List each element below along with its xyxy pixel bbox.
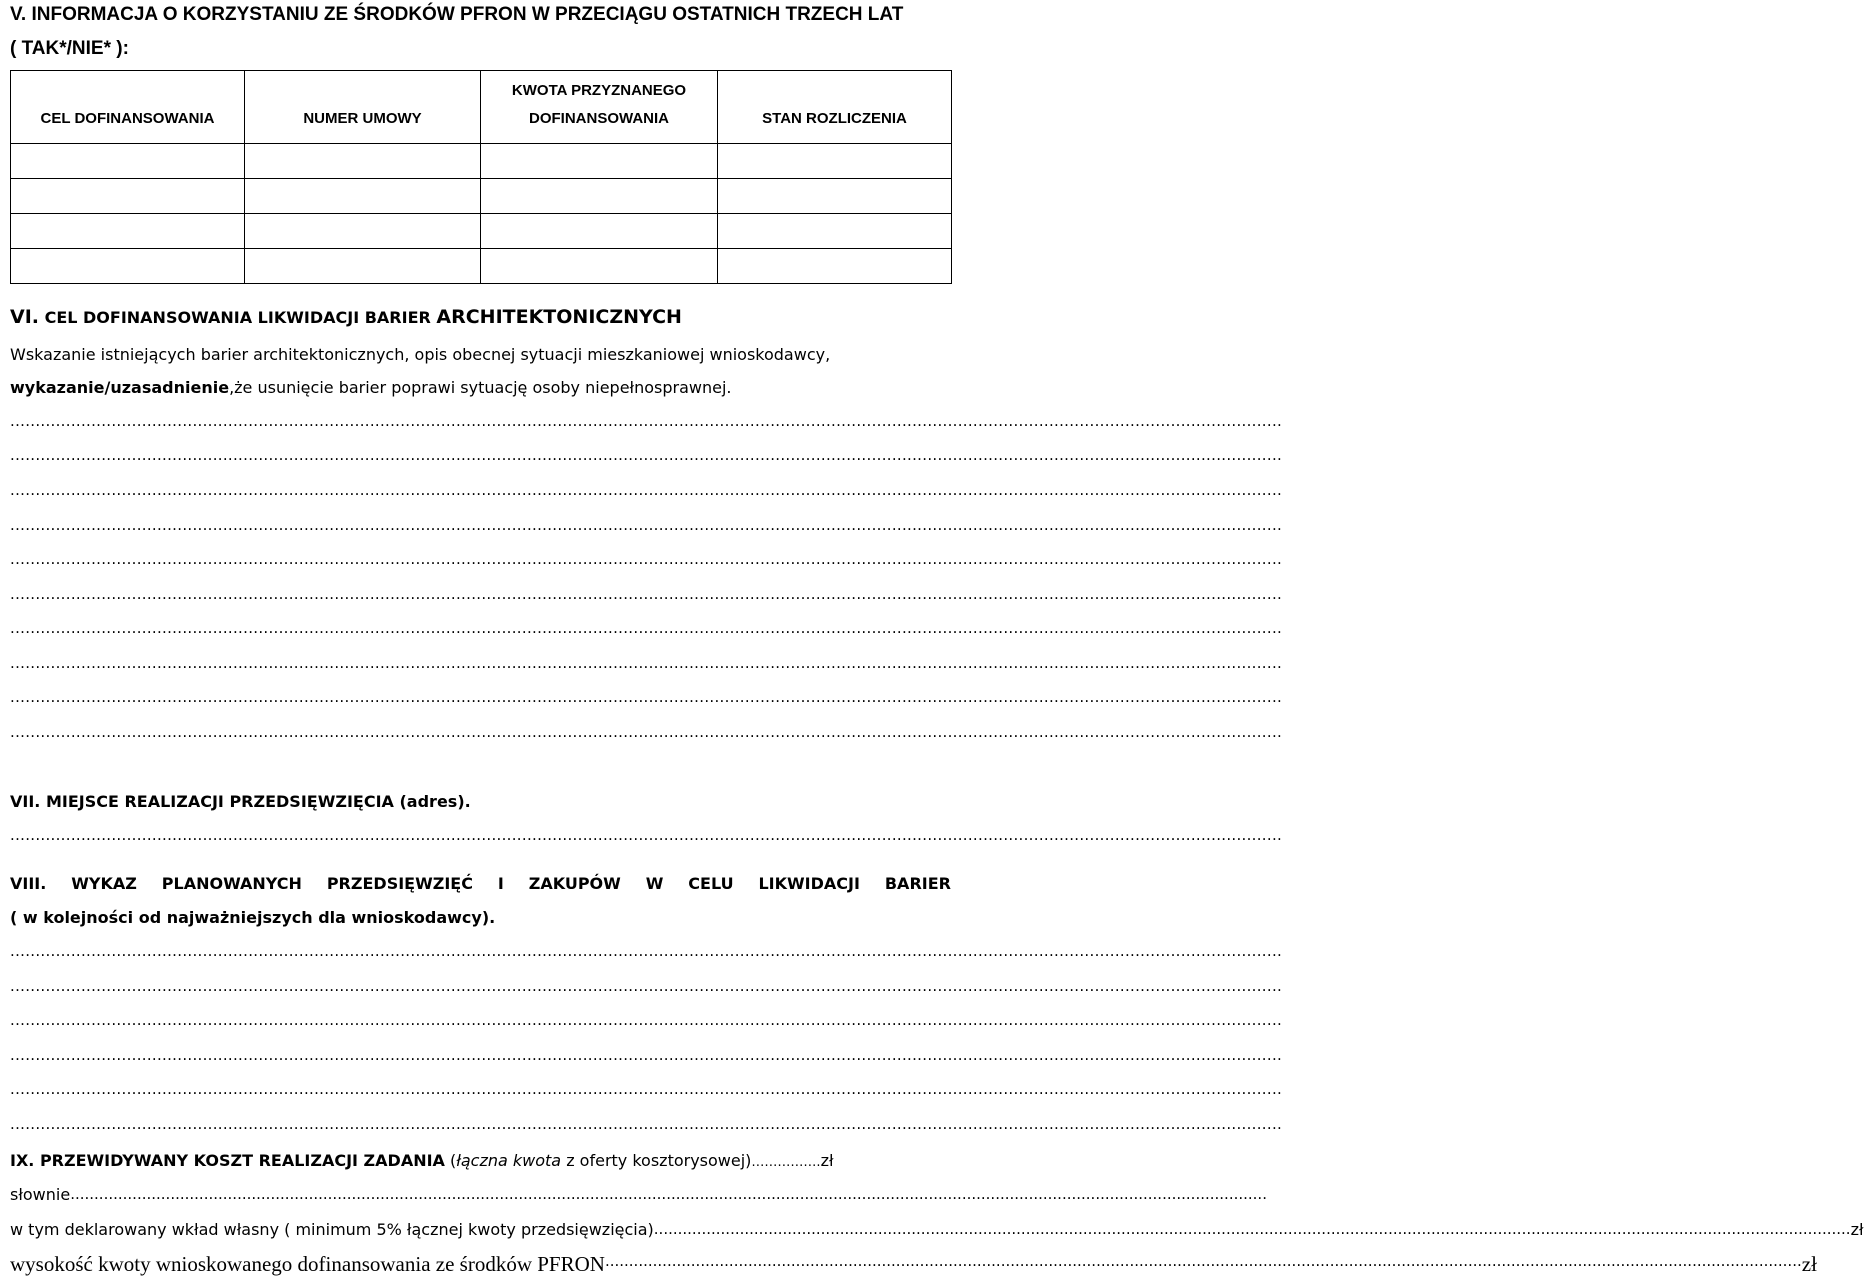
own-contribution-unit: zł	[1850, 1220, 1864, 1239]
table-cell[interactable]	[11, 249, 245, 284]
dotted-line[interactable]: ...........................................................................................................................................................................................................................................................	[10, 942, 1283, 960]
section-8-word: ZAKUPÓW	[528, 874, 621, 893]
section-6-description-bold: wykazanie/uzasadnienie	[10, 378, 230, 397]
requested-amount-row	[10, 1252, 1817, 1277]
column-header-amount	[481, 71, 718, 144]
dotted-line[interactable]: ...........................................................................................................................................................................................................................................................	[10, 1115, 1283, 1133]
dotted-line[interactable]: ...........................................................................................................................................................................................................................................................	[10, 1046, 1283, 1064]
section-8-word: PRZEDSIĘWZIĘĆ	[326, 874, 473, 893]
requested-amount-field[interactable]: ...........................................................................................................................................................................................................................................................	[604, 1252, 1802, 1270]
section-7-title: VII. MIEJSCE REALIZACJI PRZEDSIĘWZIĘCIA (adres).	[10, 792, 471, 811]
section-6-title	[10, 306, 682, 328]
table-cell[interactable]	[481, 214, 718, 249]
table-cell[interactable]	[11, 214, 245, 249]
column-header-contract-number: NUMER UMOWY	[245, 71, 481, 144]
table-row	[11, 179, 952, 214]
section-8-word: WYKAZ	[71, 874, 137, 893]
table-cell[interactable]	[245, 249, 481, 284]
section-9-title-bold: IX. PRZEWIDYWANY KOSZT REALIZACJI ZADANIA	[10, 1151, 445, 1170]
requested-amount-label: wysokość kwoty wnioskowanego dofinansowania ze środków PFRON	[10, 1252, 605, 1276]
table-cell[interactable]	[718, 214, 952, 249]
own-contribution-field[interactable]: ...........................................................................................................................................................................................................................................................	[653, 1220, 1851, 1238]
section-8-word: PLANOWANYCH	[161, 874, 302, 893]
dotted-line[interactable]: ...........................................................................................................................................................................................................................................................	[10, 619, 1283, 637]
requested-amount-unit: zł	[1801, 1252, 1817, 1276]
section-6-title-small: CEL DOFINANSOWANIA LIKWIDACJI BARIER	[44, 308, 431, 327]
table-cell[interactable]	[245, 214, 481, 249]
section-8-word: LIKWIDACJI	[758, 874, 860, 893]
table-row	[11, 144, 952, 179]
dotted-line[interactable]: ...........................................................................................................................................................................................................................................................	[10, 516, 1283, 534]
dotted-line[interactable]: ...........................................................................................................................................................................................................................................................	[10, 550, 1283, 568]
dotted-line[interactable]: ...........................................................................................................................................................................................................................................................	[10, 481, 1283, 499]
section-9-title-rest: z oferty kosztorysowej)	[561, 1151, 752, 1170]
total-cost-field[interactable]: …………….	[751, 1155, 821, 1170]
table-cell[interactable]	[481, 144, 718, 179]
section-8-word: BARIER	[884, 874, 951, 893]
section-9-title-paren: (	[444, 1151, 457, 1170]
section-8-word: CELU	[688, 874, 734, 893]
table-cell[interactable]	[245, 179, 481, 214]
section-9-title	[10, 1151, 834, 1170]
dotted-line[interactable]: ...........................................................................................................................................................................................................................................................	[10, 654, 1283, 672]
table-cell[interactable]	[11, 179, 245, 214]
table-row	[11, 249, 952, 284]
dotted-line[interactable]: ...........................................................................................................................................................................................................................................................	[10, 446, 1283, 464]
table-cell[interactable]	[718, 249, 952, 284]
words-row	[10, 1185, 1267, 1204]
dotted-line[interactable]: ...........................................................................................................................................................................................................................................................	[10, 826, 1283, 844]
section-9-title-unit: zł	[820, 1151, 834, 1170]
dotted-line[interactable]: ...........................................................................................................................................................................................................................................................	[10, 977, 1283, 995]
table-cell[interactable]	[718, 144, 952, 179]
section-6-description-line-2	[10, 378, 732, 397]
dotted-line[interactable]: ...........................................................................................................................................................................................................................................................	[10, 585, 1283, 603]
section-6-title-prefix: VI.	[10, 306, 39, 328]
section-8-word: W	[645, 874, 664, 893]
section-8-title-line-2: ( w kolejności od najważniejszych dla wnioskodawcy).	[10, 908, 496, 927]
section-9-title-italic: łączna kwota	[456, 1151, 562, 1170]
own-contribution-label: w tym deklarowany wkład własny ( minimum 5% łącznej kwoty przedsięwzięcia)	[10, 1220, 654, 1239]
dotted-line[interactable]: ...........................................................................................................................................................................................................................................................	[10, 1080, 1283, 1098]
column-header-settlement-status: STAN ROZLICZENIA	[718, 71, 952, 144]
table-cell[interactable]	[718, 179, 952, 214]
column-header-purpose: CEL DOFINANSOWANIA	[11, 71, 245, 144]
table-row	[11, 214, 952, 249]
section-6-title-large: ARCHITEKTONICZNYCH	[436, 306, 682, 328]
section-6-description-line-1: Wskazanie istniejących barier architektonicznych, opis obecnej sytuacji mieszkaniowej wnioskodawcy,	[10, 345, 831, 364]
table-cell[interactable]	[481, 249, 718, 284]
table-header-row	[11, 71, 952, 144]
dotted-line[interactable]: ...........................................................................................................................................................................................................................................................	[10, 1011, 1283, 1029]
own-contribution-row	[10, 1220, 1864, 1239]
section-8-word: I	[497, 874, 504, 893]
table-cell[interactable]	[11, 144, 245, 179]
dotted-line[interactable]: ...........................................................................................................................................................................................................................................................	[10, 412, 1283, 430]
table-cell[interactable]	[481, 179, 718, 214]
section-8-word: VIII.	[10, 874, 47, 893]
funding-history-table	[10, 70, 952, 284]
section-8-title-line-1	[10, 874, 951, 893]
section-6-description-rest: ,że usunięcie barier poprawi sytuację osoby niepełnosprawnej.	[229, 378, 732, 397]
words-label: słownie	[10, 1185, 71, 1204]
column-header-amount-line-1: KWOTA PRZYZNANEGO	[511, 82, 687, 99]
dotted-line[interactable]: ...........................................................................................................................................................................................................................................................	[10, 688, 1283, 706]
section-5-title-line-1: V. INFORMACJA O KORZYSTANIU ZE ŚRODKÓW PFRON W PRZECIĄGU OSTATNICH TRZECH LAT	[10, 4, 904, 25]
words-field[interactable]: ...........................................................................................................................................................................................................................................................	[70, 1185, 1267, 1203]
table-cell[interactable]	[245, 144, 481, 179]
dotted-line[interactable]: ...........................................................................................................................................................................................................................................................	[10, 723, 1283, 741]
column-header-amount-line-2: DOFINANSOWANIA	[529, 110, 669, 127]
section-5-title-line-2: ( TAK*/NIE* ):	[10, 38, 129, 59]
